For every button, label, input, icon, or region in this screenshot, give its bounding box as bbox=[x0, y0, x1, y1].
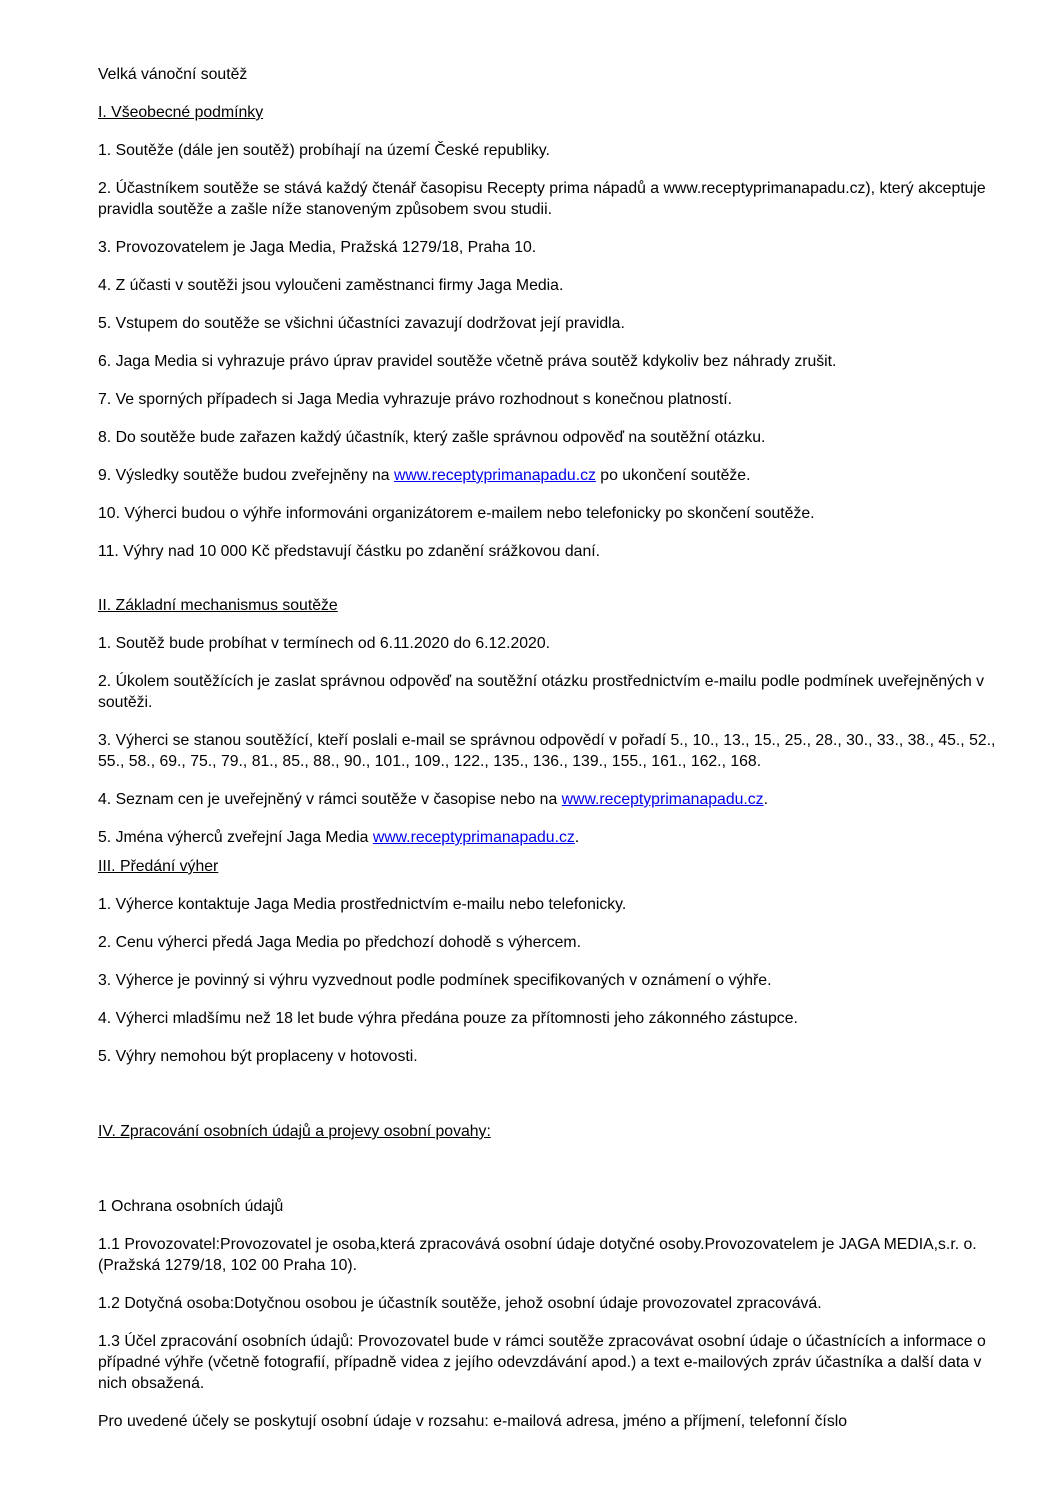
s2-item-4 bbox=[98, 789, 998, 810]
s4-subheading: 1 Ochrana osobních údajů bbox=[98, 1198, 284, 1215]
s2-item-5-text-before: 5. Jména výherců zveřejní Jaga Media bbox=[98, 829, 373, 846]
spacer bbox=[98, 1159, 998, 1196]
s1-item-11: 11. Výhry nad 10 000 Kč představují částku po zdanění srážkovou daní. bbox=[98, 543, 601, 560]
s4-item-1-2: 1.2 Dotyčná osoba:Dotyčnou osobou je účastník soutěže, jehož osobní údaje provozovatel zpracovává. bbox=[98, 1295, 822, 1312]
section-4-heading: IV. Zpracování osobních údajů a projevy osobní povahy: bbox=[98, 1123, 491, 1140]
document-title: Velká vánoční soutěž bbox=[98, 66, 248, 83]
s2-item-4-text-after: . bbox=[763, 791, 768, 808]
s4-closing-text: Pro uvedené účely se poskytují osobní údaje v rozsahu: e-mailová adresa, jméno a příjmení, telefonní číslo bbox=[98, 1413, 848, 1430]
s1-item-6: 6. Jaga Media si vyhrazuje právo úprav pravidel soutěže včetně práva soutěž kdykoliv bez náhrady zrušit. bbox=[98, 353, 837, 370]
s1-item-5: 5. Vstupem do soutěže se všichni účastníci zavazují dodržovat její pravidla. bbox=[98, 315, 625, 332]
s1-item-8: 8. Do soutěže bude zařazen každý účastník, který zašle správnou odpověď na soutěžní otázku. bbox=[98, 429, 766, 446]
s2-item-5 bbox=[98, 827, 998, 848]
s1-item-10: 10. Výherci budou o výhře informováni organizátorem e-mailem nebo telefonicky po skončení soutěže. bbox=[98, 505, 815, 522]
spacer bbox=[98, 579, 998, 595]
document-page bbox=[98, 64, 998, 1449]
s1-item-9-text-after: po ukončení soutěže. bbox=[595, 467, 751, 484]
s3-item-5: 5. Výhry nemohou být proplaceny v hotovosti. bbox=[98, 1048, 418, 1065]
s2-item-4-text-before: 4. Seznam cen je uveřejněný v rámci soutěže v časopise nebo na bbox=[98, 791, 562, 808]
s4-item-1-1: 1.1 Provozovatel:Provozovatel je osoba,která zpracovává osobní údaje dotyčné osoby.Provozovatelem je JAGA MEDIA,s.r. o.(Pražská 1279/18, 102 00 Praha 10). bbox=[98, 1236, 977, 1274]
website-link[interactable]: www.receptyprimanapadu.cz bbox=[372, 829, 575, 846]
s1-item-9-text-before: 9. Výsledky soutěže budou zveřejněny na bbox=[98, 467, 394, 484]
s1-item-9 bbox=[98, 465, 998, 486]
website-link[interactable]: www.receptyprimanapadu.cz bbox=[561, 791, 764, 808]
website-link[interactable]: www.receptyprimanapadu.cz bbox=[393, 467, 596, 484]
section-1-heading: I. Všeobecné podmínky bbox=[98, 104, 264, 121]
s3-item-1: 1. Výherce kontaktuje Jaga Media prostřednictvím e-mailu nebo telefonicky. bbox=[98, 896, 627, 913]
section-2-heading: II. Základní mechanismus soutěže bbox=[98, 597, 338, 614]
s1-item-7: 7. Ve sporných případech si Jaga Media vyhrazuje právo rozhodnout s konečnou platností. bbox=[98, 391, 733, 408]
s4-item-1-3: 1.3 Účel zpracování osobních údajů: Provozovatel bude v rámci soutěže zpracovávat osobní údaje o účastnících a informace o případné výhře (včetně fotografií, případně videa z jejího odevzdávání apod.) a text e-mailových zpráv účastníka a další data v nich obsažená. bbox=[98, 1333, 986, 1392]
s2-item-2: 2. Úkolem soutěžících je zaslat správnou odpověď na soutěžní otázku prostřednictvím e-mailu podle podmínek uveřejněných v soutěži. bbox=[98, 673, 985, 711]
s1-item-3: 3. Provozovatelem je Jaga Media, Pražská 1279/18, Praha 10. bbox=[98, 239, 537, 256]
spacer bbox=[98, 1084, 998, 1121]
s3-item-4: 4. Výherci mladšímu než 18 let bude výhra předána pouze za přítomnosti jeho zákonného zástupce. bbox=[98, 1010, 798, 1027]
s1-item-4: 4. Z účasti v soutěži jsou vyloučeni zaměstnanci firmy Jaga Media. bbox=[98, 277, 564, 294]
section-3-heading: III. Předání výher bbox=[98, 858, 219, 875]
s3-item-2: 2. Cenu výherci předá Jaga Media po předchozí dohodě s výhercem. bbox=[98, 934, 581, 951]
s3-item-3: 3. Výherce je povinný si výhru vyzvednout podle podmínek specifikovaných v oznámení o výhře. bbox=[98, 972, 772, 989]
s1-item-1: 1. Soutěže (dále jen soutěž) probíhají na území České republiky. bbox=[98, 142, 550, 159]
s1-item-2: 2. Účastníkem soutěže se stává každý čtenář časopisu Recepty prima nápadů a www.receptyprimanapadu.cz), který akceptuje pravidla soutěže a zašle níže stanoveným způsobem svou studii. bbox=[98, 180, 986, 218]
s2-item-3: 3. Výherci se stanou soutěžící, kteří poslali e-mail se správnou odpovědí v pořadí 5., 10., 13., 15., 25., 28., 30., 33., 38., 45., 52., 55., 58., 69., 75., 79., 81., 85., 88., 90., 101., 109., 122., 135., 136., 139., 155., 161., 162., 168. bbox=[98, 732, 996, 770]
s2-item-5-text-after: . bbox=[574, 829, 580, 846]
s2-item-1: 1. Soutěž bude probíhat v termínech od 6.11.2020 do 6.12.2020. bbox=[98, 635, 551, 652]
